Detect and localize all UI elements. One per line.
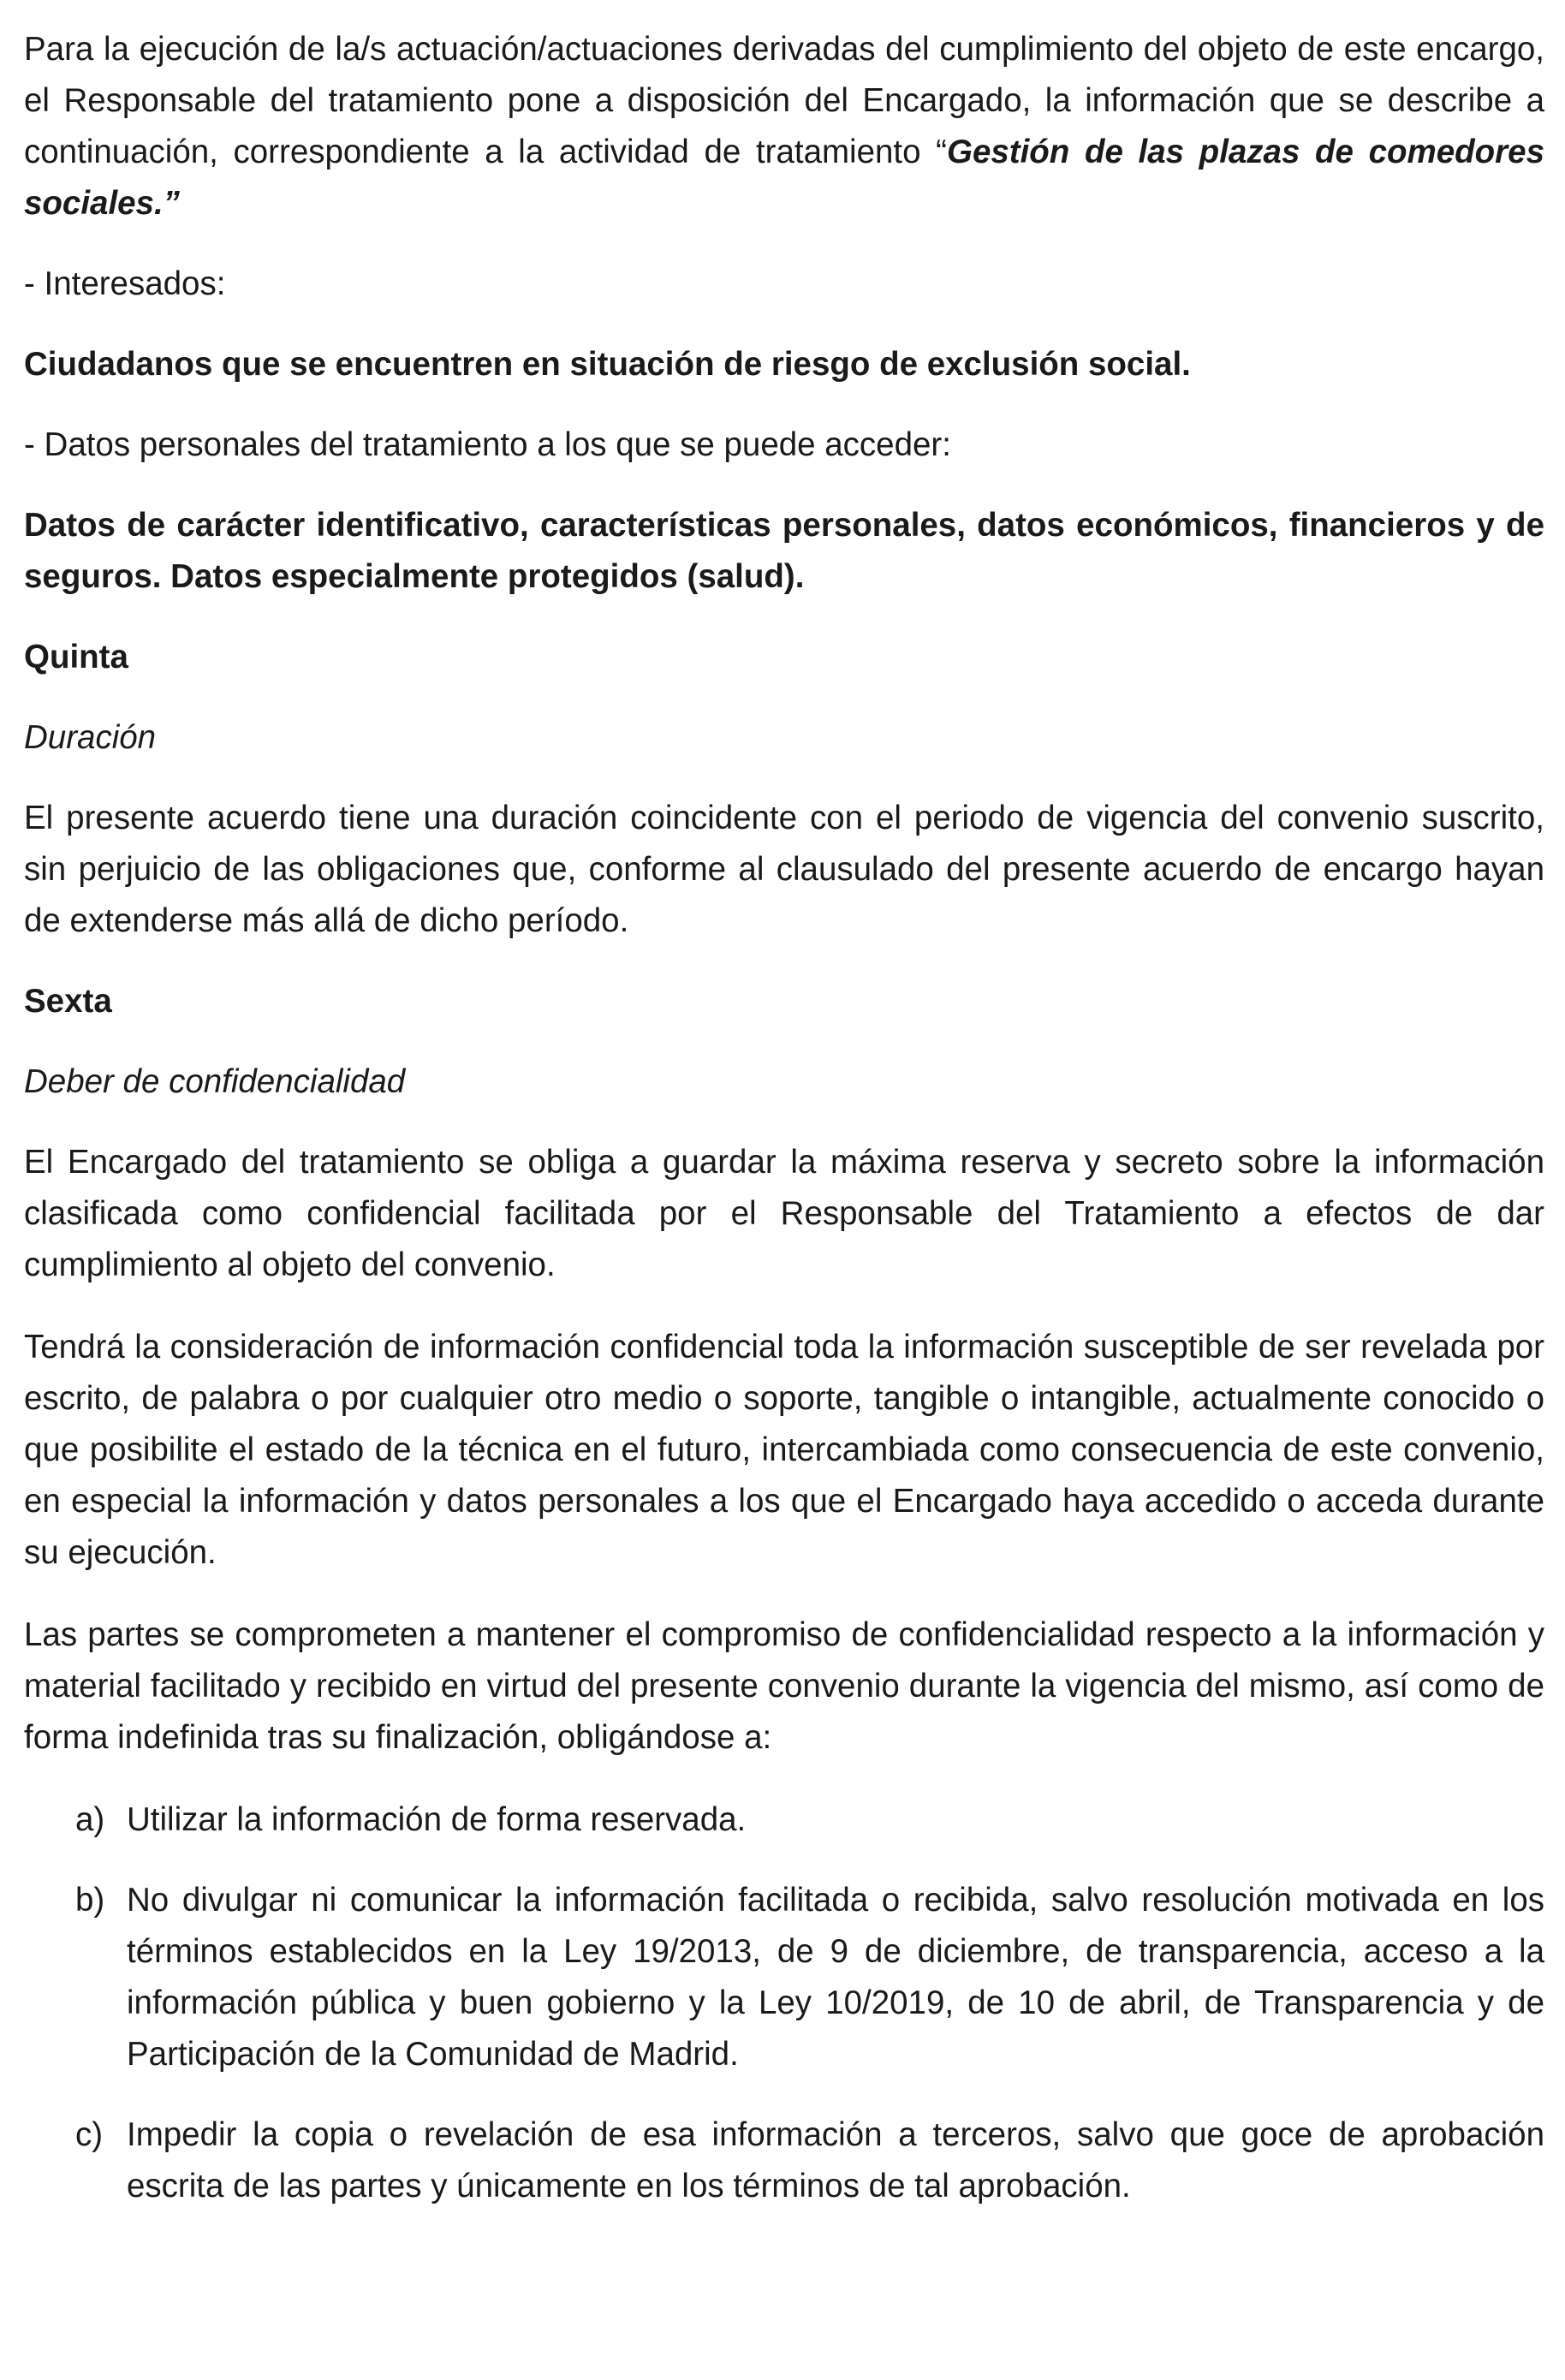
list-item bbox=[24, 1794, 1544, 1846]
obligations-list bbox=[24, 1794, 1544, 2212]
duracion-paragraph: El presente acuerdo tiene una duración coincidente con el periodo de vigencia del convenio suscrito, sin perjuicio de las obligaciones que, conforme al clausulado del presente acuerdo de encargo hayan de extenderse más allá de dicho período. bbox=[24, 800, 1544, 939]
list-item bbox=[24, 1875, 1544, 2080]
list-marker: b) bbox=[75, 1882, 105, 1919]
list-marker: a) bbox=[75, 1801, 105, 1838]
activity-name: Gestión de las plazas de comedores sociales. bbox=[24, 134, 1544, 222]
section-heading-quinta: Quinta bbox=[24, 639, 128, 675]
interesados-value: Ciudadanos que se encuentren en situación de riesgo de exclusión social. bbox=[24, 346, 1191, 383]
confidencialidad-paragraph-2: Tendrá la consideración de información confidencial toda la información susceptible de ser revelada por escrito, de palabra o por cualquier otro medio o soporte, tangible o intangible, actualmente conocido o que posibilite el estado de la técnica en el futuro, intercambiada como consecuencia de este convenio, en especial la información y datos personales a los que el Encargado haya accedido o acceda durante su ejecución. bbox=[24, 1329, 1544, 1571]
intro-paragraph bbox=[24, 24, 1544, 229]
list-item-text: Utilizar la información de forma reservada. bbox=[127, 1801, 747, 1838]
list-marker: c) bbox=[75, 2116, 104, 2153]
datos-value: Datos de carácter identificativo, características personales, datos económicos, financieros y de seguros. Datos especialmente protegidos (salud). bbox=[24, 507, 1544, 595]
confidencialidad-paragraph-1: El Encargado del tratamiento se obliga a guardar la máxima reserva y secreto sobre la información clasificada como confidencial facilitada por el Responsable del Tratamiento a efectos de dar cumplimiento al objeto del convenio. bbox=[24, 1144, 1544, 1283]
intro-text: Para la ejecución de la/s actuación/actuaciones derivadas del cumplimiento del objeto de este encargo, el Responsable del tratamiento pone a disposición del Encargado, la información que se describe a continuación, correspondiente a la actividad de tratamiento “ bbox=[24, 31, 1544, 170]
datos-label: - Datos personales del tratamiento a los que se puede acceder: bbox=[24, 426, 951, 463]
confidencialidad-paragraph-3: Las partes se comprometen a mantener el compromiso de confidencialidad respecto a la información y material facilitado y recibido en virtud del presente convenio durante la vigencia del mismo, así como de forma indefinida tras su finalización, obligándose a: bbox=[24, 1616, 1544, 1756]
list-item-text: Impedir la copia o revelación de esa información a terceros, salvo que goce de aprobación escrita de las partes y únicamente en los términos de tal aprobación. bbox=[127, 2116, 1544, 2204]
document-page bbox=[24, 24, 1544, 2241]
interesados-label: - Interesados: bbox=[24, 265, 226, 302]
section-subheading-confidencialidad: Deber de confidencialidad bbox=[24, 1063, 406, 1100]
section-heading-sexta: Sexta bbox=[24, 983, 112, 1020]
list-item-text: No divulgar ni comunicar la información facilitada o recibida, salvo resolución motivada en los términos establecidos en la Ley 19/2013, de 9 de diciembre, de transparencia, acceso a la información pública y buen gobierno y la Ley 10/2019, de 10 de abril, de Transparencia y de Participación de la Comunidad de Madrid. bbox=[127, 1882, 1544, 2073]
activity-close-quote: ” bbox=[163, 185, 180, 222]
section-subheading-duracion: Duración bbox=[24, 719, 157, 756]
list-item bbox=[24, 2109, 1544, 2212]
